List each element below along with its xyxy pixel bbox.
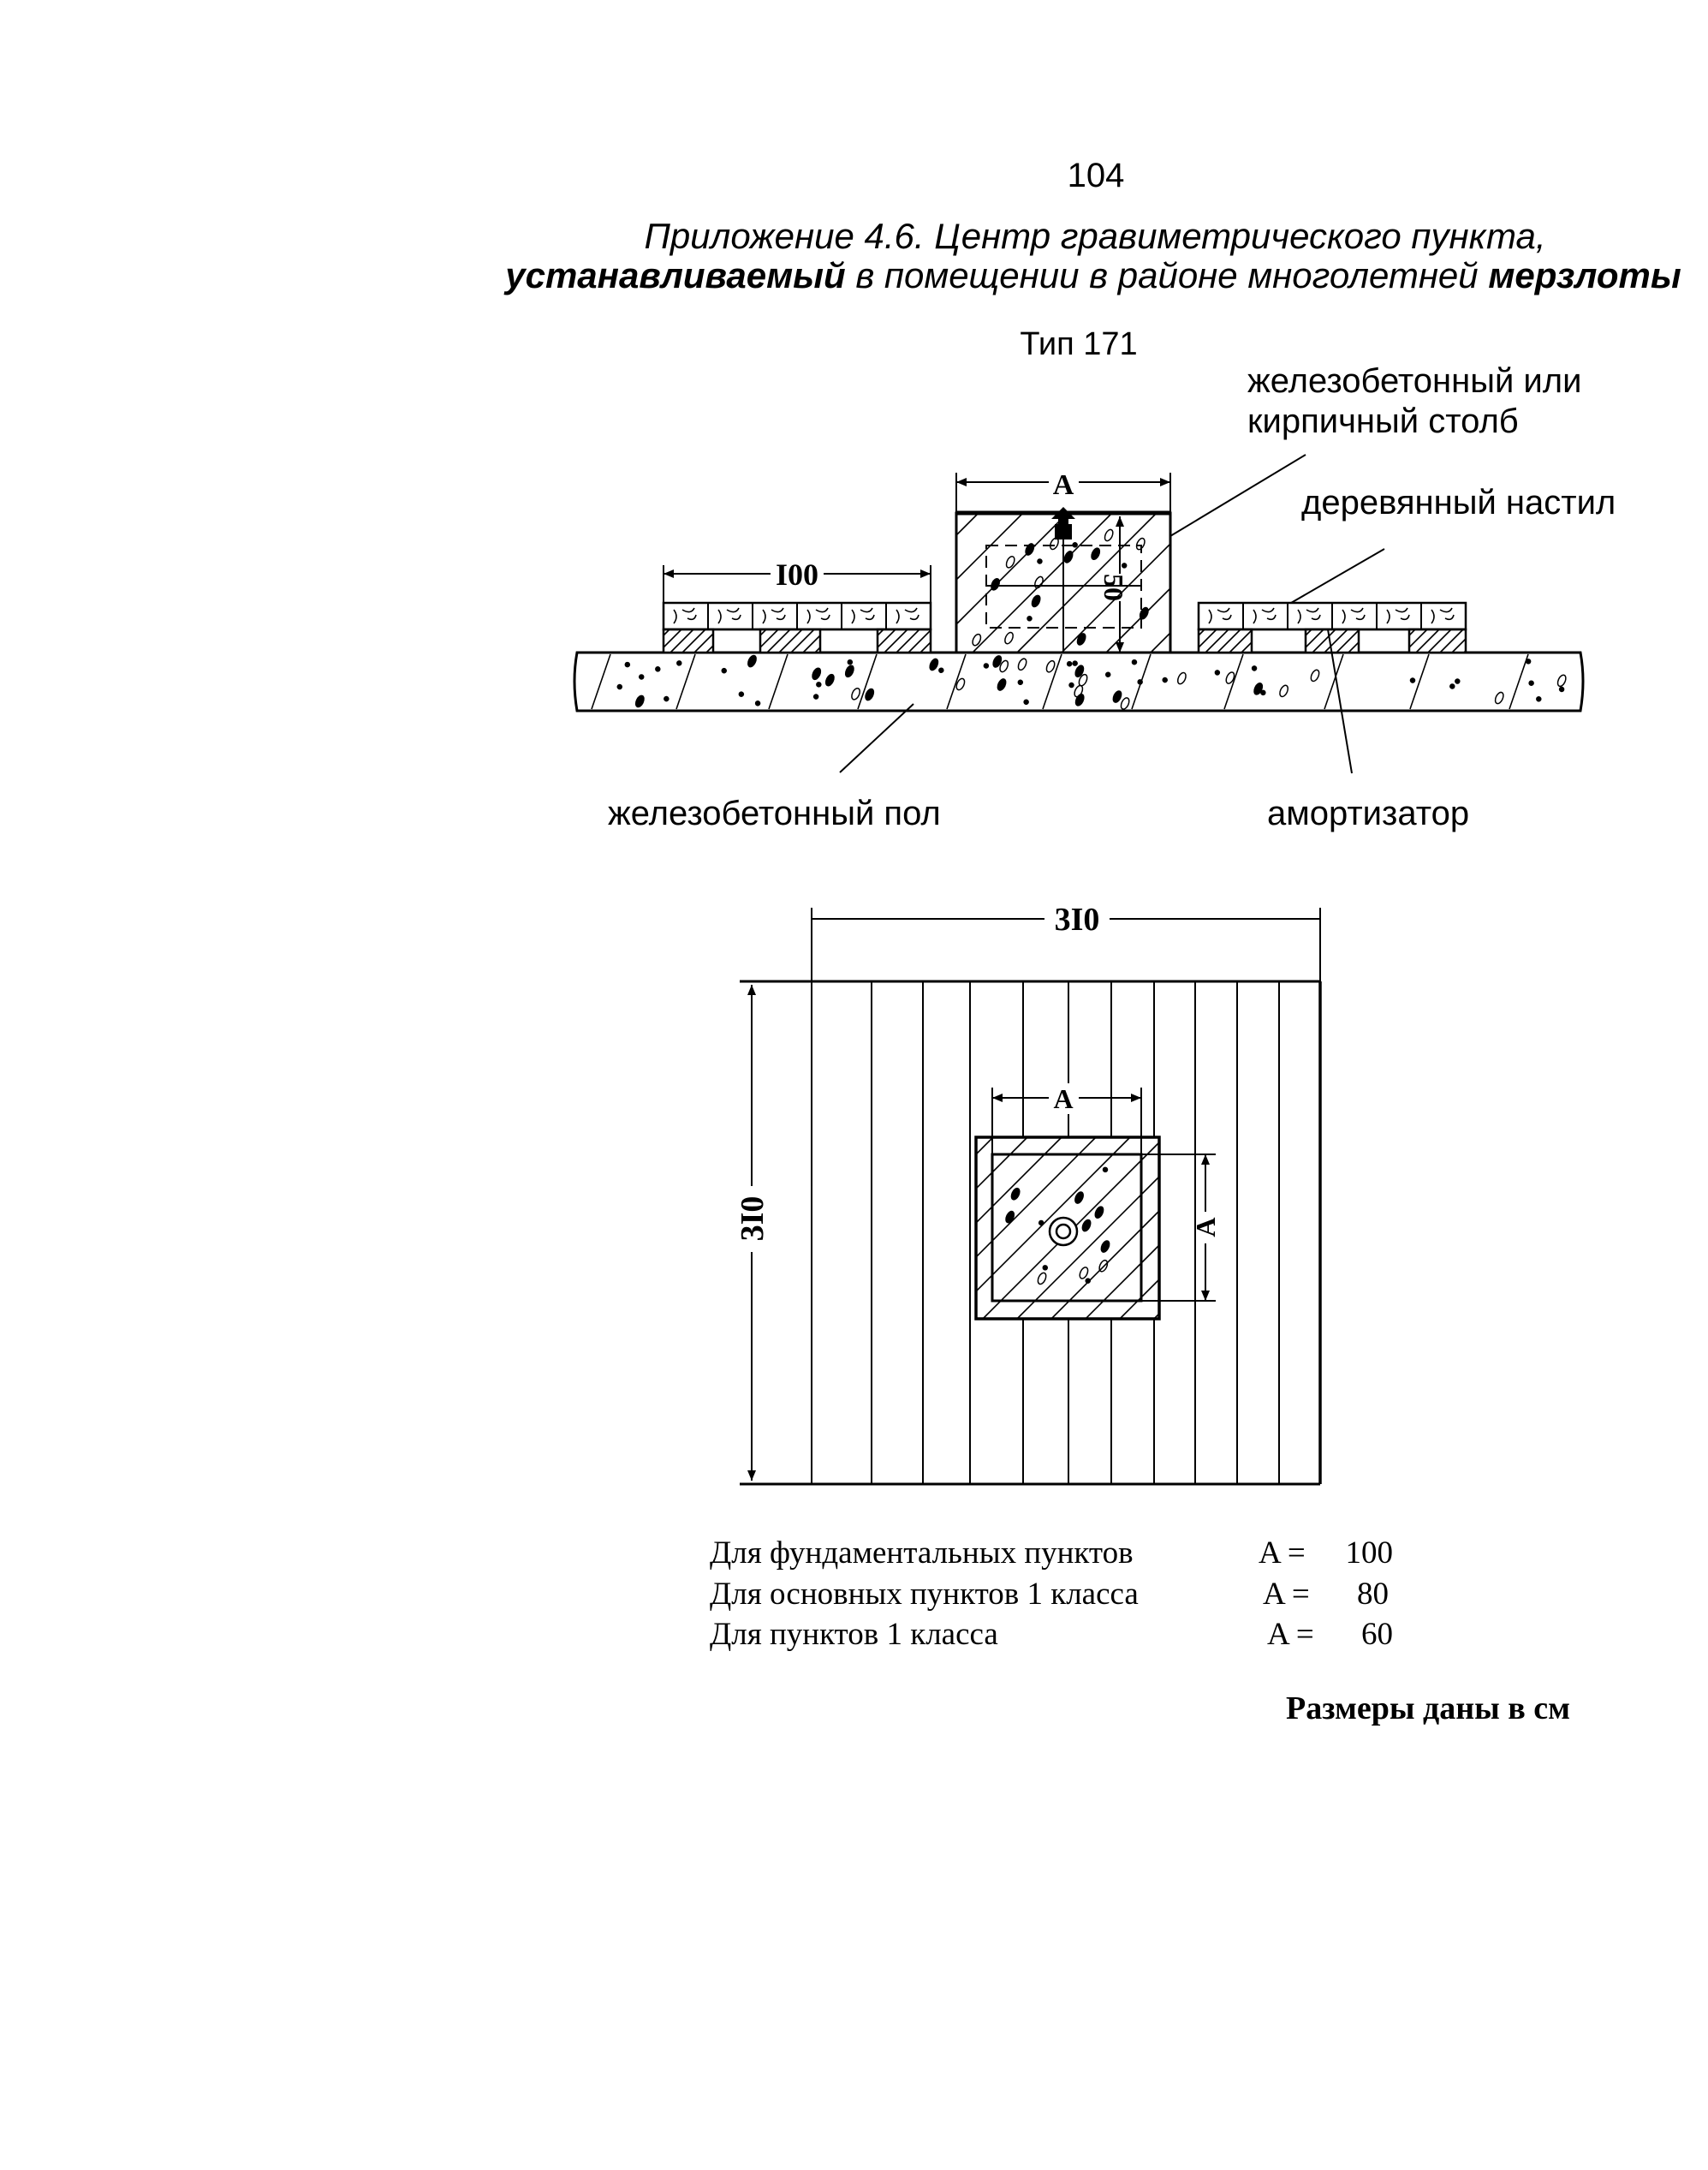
plan-dim-width: 3I0 [1054, 902, 1100, 938]
dim-deck-100: I00 [775, 557, 819, 592]
page-number: 104 [1067, 157, 1125, 194]
title-bold-start: устанавливаемый [505, 255, 846, 295]
table-row-label: Для основных пунктов 1 класса [710, 1577, 1139, 1612]
arrowhead-icon [1201, 1154, 1210, 1165]
arrowhead-icon [992, 1094, 1003, 1102]
label-pillar-2: кирпичный столб [1247, 402, 1519, 440]
table-row-value: 100 [1345, 1535, 1393, 1571]
type-label: Тип 171 [1020, 326, 1138, 362]
table-row-eq: A = [1259, 1535, 1306, 1571]
title-middle: в помещении в районе многолетней [845, 255, 1489, 295]
leader-floor [840, 704, 914, 772]
label-floor: железобетонный пол [608, 795, 941, 832]
arrowhead-icon [1201, 1291, 1210, 1301]
plan-dim-height: 3I0 [735, 1195, 771, 1242]
dimension-table [710, 1535, 1393, 1652]
dim-height-50: 50 [1098, 574, 1129, 601]
leader-deck [1291, 549, 1384, 603]
table-row-eq: A = [1267, 1617, 1314, 1652]
label-pillar-1: железобетонный или [1247, 362, 1582, 400]
title-line-1: Приложение 4.6. Центр гравиметрического пункта, [644, 216, 1546, 256]
table-row-label: Для фундаментальных пунктов [710, 1535, 1134, 1571]
leader-pillar [1170, 455, 1306, 536]
arrowhead-icon [1160, 478, 1170, 486]
arrowhead-icon [920, 569, 931, 578]
arrowhead-icon [956, 478, 967, 486]
damper [1409, 629, 1466, 653]
table-row-value: 80 [1357, 1577, 1389, 1612]
label-damper: амортизатор [1267, 795, 1470, 832]
arrowhead-icon [1131, 1094, 1141, 1102]
title-bold-end: мерзлоты [1488, 255, 1681, 295]
arrowhead-icon [747, 1470, 756, 1481]
arrowhead-icon [664, 569, 674, 578]
units-note: Размеры даны в см [1286, 1690, 1571, 1726]
plan-dim-pillar-w: A [1053, 1083, 1074, 1114]
table-row-label: Для пунктов 1 класса [710, 1617, 998, 1652]
table-row-eq: A = [1263, 1577, 1310, 1612]
table-row-value: 60 [1361, 1617, 1393, 1652]
title-line-2 [503, 255, 1681, 295]
plan-dim-pillar-h: A [1190, 1217, 1221, 1237]
plan-view [740, 908, 1320, 1484]
arrowhead-icon [747, 985, 756, 995]
dim-pillar-a: A [1052, 469, 1074, 501]
center-mark-icon [1050, 1218, 1077, 1245]
label-deck: деревянный настил [1301, 484, 1616, 522]
